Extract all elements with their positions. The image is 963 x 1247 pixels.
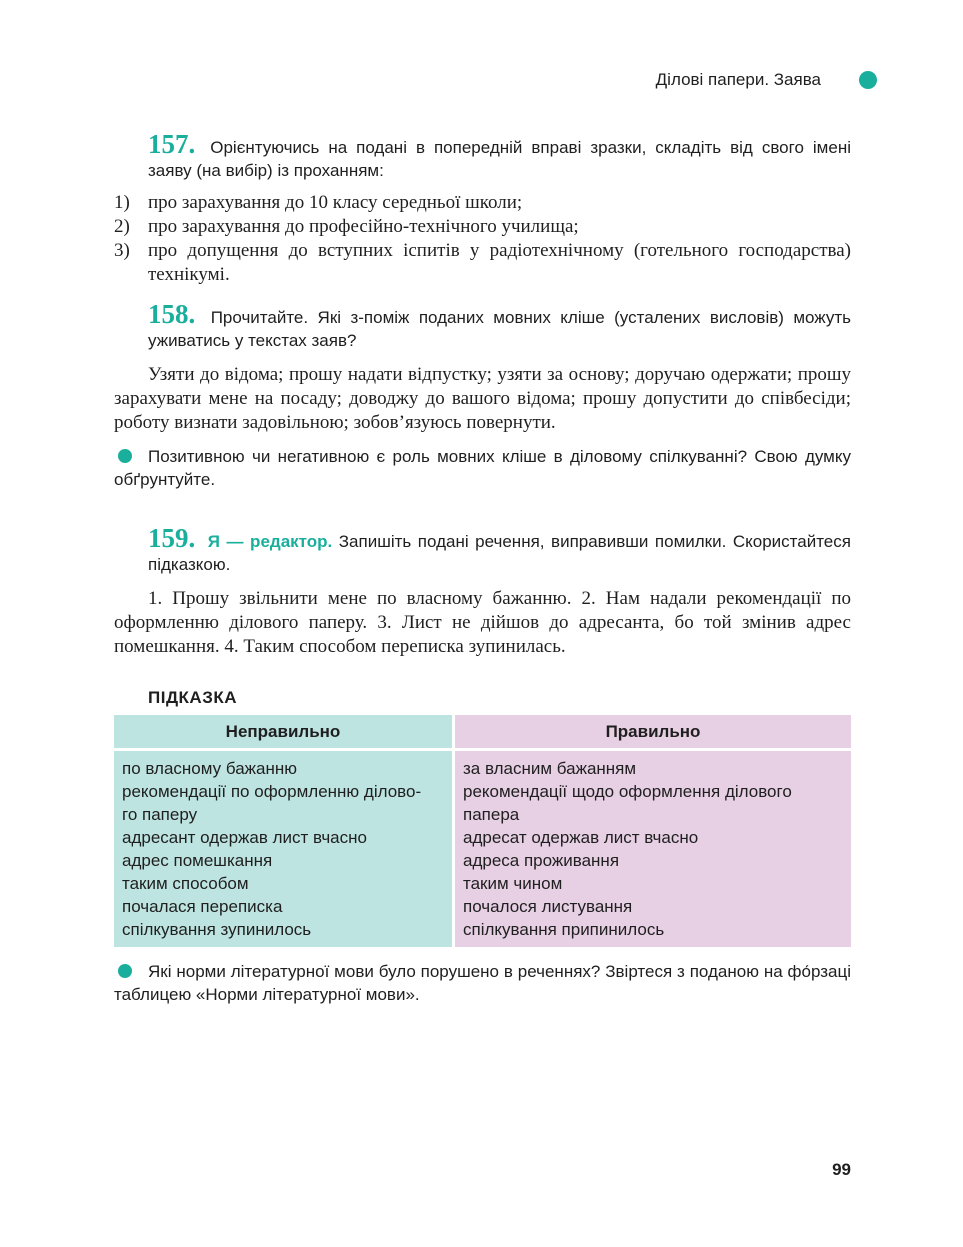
bullet-icon	[118, 449, 132, 463]
final-question-block	[114, 960, 851, 1006]
list-item: рекомендації щодо оформлення ділового папера	[463, 782, 792, 824]
exercise-number: 159.	[148, 523, 196, 553]
hint-title: ПІДКАЗКА	[148, 688, 238, 707]
list-item: 1) про зарахування до 10 класу середньої школи;	[114, 192, 523, 213]
list-item: за власним бажанням	[463, 759, 637, 778]
final-question: Які норми літературної мови було порушено в реченнях? Звіртеся з поданою на фо́рзаці таблицею «Норми літературної мови».	[114, 962, 851, 1004]
column-header-right: Правильно	[455, 715, 851, 748]
list-item: по власному бажанню	[122, 759, 297, 778]
list-item: таким чином	[463, 874, 563, 893]
column-header-wrong: Неправильно	[114, 715, 452, 748]
list-item: 3) про допущення до вступних іспитів у радіотехнічному (готельного господарства) технікумі.	[114, 240, 851, 285]
list-item: 2) про зарахування до професійно-технічного училища;	[114, 216, 579, 237]
bullet-icon	[118, 964, 132, 978]
running-title: Ділові папери. Заява	[655, 70, 821, 89]
task-text: Прочитайте. Які з-поміж поданих мовних кліше (усталених висловів) можуть уживатись у текстах заяв?	[148, 308, 852, 350]
exercise-tag: Я — редактор.	[207, 532, 333, 551]
exercise-number: 158.	[148, 299, 196, 329]
exercise-number: 157.	[148, 129, 196, 159]
exercise-157	[114, 129, 851, 287]
list-item: спілкування зупинилось	[122, 920, 312, 939]
list-item: адресат одержав лист вчасно	[463, 828, 699, 847]
list-item: адреса проживання	[463, 851, 620, 870]
exercise-157-task	[114, 129, 851, 182]
running-header	[656, 70, 853, 90]
sentences-text: 1. Прошу звільнити мене по власному бажанню. 2. Нам надали рекомендації по оформленню ділового паперу. 3. Лист не дійшов до адресанта, бо той змінив адрес помешкання. 4. Таким способом переписка зупинилась.	[114, 588, 851, 657]
wrong-forms-cell	[114, 751, 452, 947]
section-dot-icon	[859, 71, 877, 89]
list-item: почалося листування	[463, 897, 633, 916]
list-item: почалася переписка	[122, 897, 283, 916]
discussion-question: Позитивною чи негативною є роль мовних кліше в діловому спілкуванні? Свою думку обґрунтуйте.	[114, 447, 851, 489]
request-list	[114, 191, 851, 287]
list-item: адрес помешкання	[122, 851, 273, 870]
list-item: адресант одержав лист вчасно	[122, 828, 367, 847]
list-item: таким способом	[122, 874, 249, 893]
task-text: Орієнтуючись на подані в попередній вправі зразки, складіть від свого імені заяву (на вибір) із проханням:	[148, 138, 851, 180]
list-item: спілкування припинилось	[463, 920, 665, 939]
hint-table	[114, 715, 851, 947]
list-item: рекомендації по оформленню ділово- го паперу	[122, 782, 422, 824]
exercise-158-task	[114, 299, 852, 352]
right-forms-cell	[455, 751, 851, 947]
page-number: 99	[832, 1160, 851, 1179]
task-text: Запишіть подані речення, виправивши помилки. Скористайтеся підказкою.	[148, 532, 851, 574]
exercise-159-task	[114, 523, 851, 576]
exercise-158	[114, 299, 852, 491]
cliche-text: Узяти до відома; прошу надати відпустку; узяти за основу; доручаю одержати; прошу зарахувати мене на посаду; доводжу до вашого відома; прошу допустити до співбесіди; роботу визнати задовільною; зобов’язуюсь повернути.	[114, 364, 851, 433]
exercise-159	[114, 523, 851, 659]
